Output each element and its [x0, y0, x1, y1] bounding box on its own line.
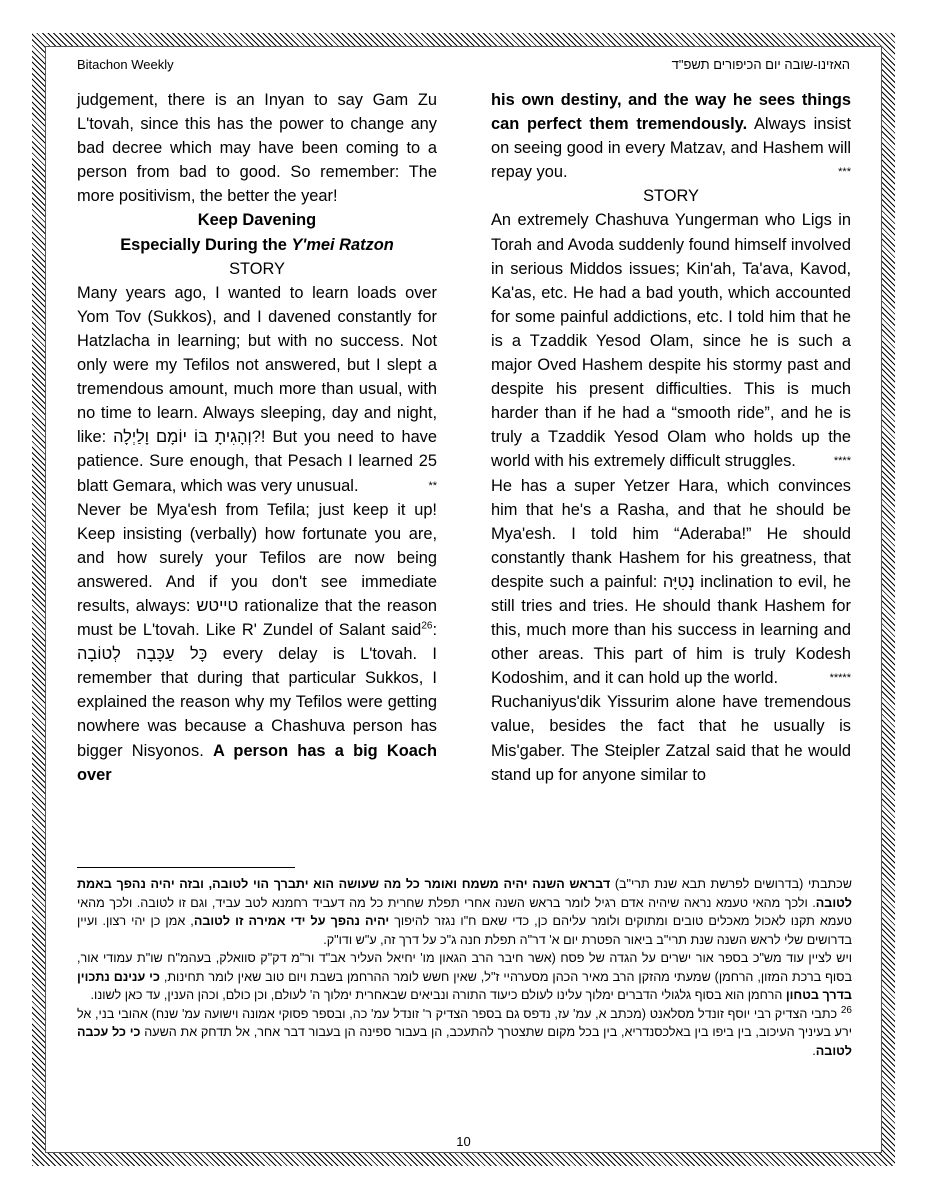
- hebrew-quote: וְהָגִיתָ בּוֹ יוֹמָם וָלַיְלָה: [113, 428, 252, 447]
- separator-stars: ****: [833, 455, 851, 468]
- paragraph: his own destiny, and the way he sees things can perfect them tremendously. Always insist on seeing good in every Matzav, and Hashem will repay you. ***: [491, 88, 851, 184]
- footnote: ויש לציין עוד מש"כ בספר אור ישרים על הגדה של פסח (אשר חיבר הרב הגאון מו' יחיאל העליר אב"ד ור"מ דק"ק סוואלק, בעהמ"ח שו"ת עמודי אור, בסוף ברכת המזון, הרחמן) שמעתי מהזקן הרב מאיר הכהן מסערהיי ז"ל, שאין חשש לומר ההרחמן בשבת ויום טוב שאין לומר תחינות, כי ענינם נתכוין בדרך בטחון הרחמן הוא בסוף גלגולי הדברים ימלוך עלינו לעולם כיעוד התורה ונביאים שבאחרית ימלוך ה' לעולם, וכן כולם, וכהן הענין, עד כאן לשונו.: [77, 951, 852, 1002]
- section-subheading: Especially During the Y'mei Ratzon: [120, 235, 394, 254]
- separator-stars: **: [428, 479, 437, 492]
- footnote-number: 26: [840, 1004, 852, 1016]
- header-publication: Bitachon Weekly: [77, 57, 174, 72]
- story-label: STORY: [229, 259, 285, 278]
- paragraph: Never be Mya'esh from Tefila; just keep it up! Keep insisting (verbally) how fortunate you are, and how surely your Tefilos are now being answered. And if you don't see immediate results, always: טײטש rationalize that the reason must be L'tovah. Like R' Zundel of Salant said$^{26}$: כָּל עַכָּבָה לְטוֹבָה every delay is L'tovah. I remember that during that particular Sukkos, I explained the reason why my Tefilos were getting nowhere was because a Chashuva person has bigger Nisyonos. A person has a big Koach over: [77, 500, 437, 784]
- paragraph: An extremely Chashuva Yungerman who Ligs in Torah and Avoda suddenly found himself involved in serious Middos issues; Kin'ah, Ta'ava, Kavod, Ka'as, etc. He had a bad youth, which accounted for some painful addictions, etc. I told him that he is a Tzaddik Yesod Olam, since he is such a major Oved Hashem despite his stormy past and despite his present difficulties. This is much harder than if he had a “smooth ride”, and he is truly a Tzaddik Yesod Olam who holds up the world with his extremely difficult struggles. ****: [491, 208, 851, 473]
- right-column: [491, 88, 851, 787]
- left-column: [77, 88, 437, 787]
- hebrew-word: טײטש: [196, 596, 239, 615]
- paragraph: He has a super Yetzer Hara, which convinces him that he's a Rasha, and that he should be Mya'esh. I told him “Aderaba!” He should constantly thank Hashem for his greatness, that despite such a painful: נְטִיָּה inclination to evil, he still tries and tries. He should thank Hashem for this, much more than his success in learning and other areas. This part of him is truly Kodesh Kodoshim, and it can hold up the world. *****: [491, 474, 851, 691]
- footnote: $^{26}$ כתבי הצדיק רבי יוסף זונדל מסלאנט (מכתב א, עמ' עז, נדפס גם בספר הצדיק ר' זונדל עמ' כה, ובספר פסוקי אמונה וישועה עמ' שנח) אהובי בני, אל ירע בעיניך העיכוב, בין ביפו בין באלכסנדריא, בין בכל מקום שתצטרך להתעכב, הן בעבור ספינה הן בעבור דבר אחר, אל תדחק את השעה כי כל עכבה לטובה.: [77, 1004, 852, 1058]
- story-label: STORY: [643, 187, 699, 206]
- footnotes: [77, 875, 852, 1060]
- separator-stars: *****: [829, 672, 851, 685]
- separator-stars: ***: [838, 166, 851, 179]
- footnote-rule: [77, 867, 295, 868]
- section-heading: Keep Davening: [197, 211, 317, 230]
- paragraph: judgement, there is an Inyan to say Gam Zu L'tovah, since this has the power to change any bad decree which may have been coming to a person from bad to good. So remember: The more positivism, the better the year!: [77, 91, 437, 206]
- header-parsha: האזינו-שובה יום הכיפורים תשפ"ד: [671, 57, 850, 72]
- paragraph: Ruchaniyus'dik Yissurim alone have tremendous value, besides the fact that he usually is Mis'gaber. The Steipler Zatzal said that he would stand up for anyone similar to: [491, 693, 851, 784]
- hebrew-word: נְטִיָּה: [662, 572, 695, 591]
- footnote-ref[interactable]: 26: [421, 620, 433, 632]
- paragraph: Many years ago, I wanted to learn loads over Yom Tov (Sukkos), and I davened constantly for Hatzlacha in learning; but with no success. Not only were my Tefilos not answered, but I slept a tremendous amount, much more than usual, with no time to learn. Always sleeping, day and night, like: וְהָגִיתָ בּוֹ יוֹמָם וָלַיְלָה?! But you need to have patience. Sure enough, that Pesach I learned 25 blatt Gemara, which was very unusual. **: [77, 281, 437, 498]
- footnote: שכתבתי (בדרושים לפרשת תבא שנת תרי"ב) דבראש השנה יהיה משמח ואומר כל מה שעושה הוא יתברך הוי לטובה, ובזה יהיה נהפך באמת לטובה. ולכך מהאי טעמא נראה שיהיה אדם רגיל לומר בראש השנה אחרי תפלת שחרית כל מה דעביד רחמנא לטב עביד, וגם זו לטובה. ולכך מהאי טעמא תקנו לאכול מאכלים טובים ומתוקים ולומר עליהם כן, כדי שאם ח"ו נגזר להיפוך יהיה נהפך על ידי אמירה זו לטובה, אמן כן יהי רצון. ועיין בדרושים שלי לראש השנה שנת תרי"ב ביאור הפטרת יום א' דר"ה תפלת חנה ג"כ על דרך זה, ע"ש ודו"ק.: [77, 877, 852, 947]
- hebrew-quote: כָּל עַכָּבָה לְטוֹבָה: [77, 645, 208, 664]
- page-number: 10: [456, 1134, 471, 1149]
